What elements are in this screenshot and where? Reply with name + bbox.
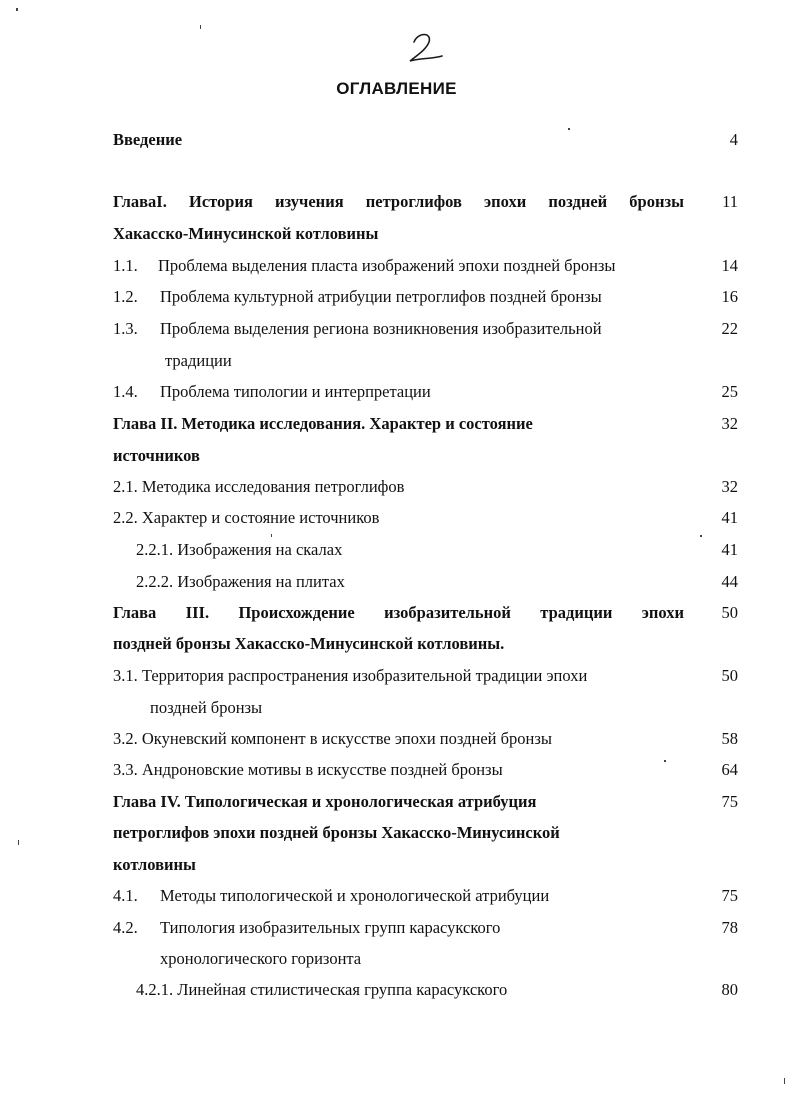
toc-entry-chapter-2-cont: источников <box>113 446 200 465</box>
toc-entry-3-3: 3.3. Андроновские мотивы в искусстве поздней бронзы <box>113 760 503 779</box>
toc-page-4-2-1: 80 <box>721 980 738 999</box>
toc-entry-4-1: Методы типологической и хронологической атрибуции <box>160 886 550 905</box>
toc-page-chapter-2: 32 <box>721 414 738 433</box>
toc-entry-intro: Введение <box>113 130 183 149</box>
toc-entry-chapter-1: ГлаваI. История изучения петроглифов эпохи поздней бронзы <box>113 192 684 211</box>
toc-entry-3-2: 3.2. Окуневский компонент в искусстве эпохи поздней бронзы <box>113 729 552 748</box>
toc-entry-1-3: Проблема выделения региона возникновения изобразительной <box>160 319 602 338</box>
toc-page-1-3: 22 <box>721 319 738 338</box>
toc-page-3-1: 50 <box>721 666 738 685</box>
page-title: ОГЛАВЛЕНИЕ <box>336 79 457 98</box>
toc-entry-chapter-4-cont-1: петроглифов эпохи поздней бронзы Хакасско-Минусинской <box>113 823 560 842</box>
scan-speck <box>16 8 18 11</box>
toc-entry-2-2: 2.2. Характер и состояние источников <box>113 508 380 527</box>
toc-entry-chapter-3: Глава III. Происхождение изобразительной традиции эпохи <box>113 603 684 622</box>
scan-speck <box>784 1078 785 1084</box>
toc-page-chapter-4: 75 <box>721 792 738 811</box>
toc-page-3-3: 64 <box>721 760 738 779</box>
handwritten-page-number <box>402 28 448 73</box>
scan-speck <box>700 535 702 537</box>
toc-num-4-1: 4.1. <box>113 886 138 905</box>
toc-entry-4-2-cont: хронологического горизонта <box>160 949 362 968</box>
toc-page-4-2: 78 <box>721 918 738 937</box>
scan-speck <box>200 25 201 29</box>
toc-entry-1-4: Проблема типологии и интерпретации <box>160 382 431 401</box>
toc-entry-chapter-1-cont: Хакасско-Минусинской котловины <box>113 224 379 243</box>
toc-entry-3-1-cont: поздней бронзы <box>150 698 263 717</box>
toc-entry-2-2-1: 2.2.1. Изображения на скалах <box>136 540 343 559</box>
toc-entry-chapter-3-cont: поздней бронзы Хакасско-Минусинской котловины. <box>113 634 505 653</box>
toc-num-1-2: 1.2. <box>113 287 138 306</box>
toc-entry-2-2-2: 2.2.2. Изображения на плитах <box>136 572 345 591</box>
toc-page-1-1: 14 <box>721 256 738 275</box>
toc-page-2-2: 41 <box>721 508 738 527</box>
toc-entry-4-2: Типология изобразительных групп карасукского <box>160 918 501 937</box>
toc-num-4-2: 4.2. <box>113 918 138 937</box>
toc-entry-chapter-4-cont-2: котловины <box>113 855 196 874</box>
scan-speck <box>664 760 666 762</box>
toc-entry-1-3-cont: традиции <box>165 351 232 370</box>
scan-speck <box>271 534 272 537</box>
toc-page-chapter-1: 11 <box>722 192 738 211</box>
toc-page-2-2-2: 44 <box>721 572 738 591</box>
toc-page-chapter-3: 50 <box>721 603 738 622</box>
toc-num-1-4: 1.4. <box>113 382 138 401</box>
toc-num-1-1: 1.1. <box>113 256 138 275</box>
toc-entry-1-1: Проблема выделения пласта изображений эпохи поздней бронзы <box>158 256 616 275</box>
handwritten-page-number-drawing <box>402 28 448 68</box>
toc-entry-chapter-2: Глава II. Методика исследования. Характер и состояние <box>113 414 533 433</box>
toc-page-intro: 4 <box>729 130 738 149</box>
toc-entry-4-2-1: 4.2.1. Линейная стилистическая группа карасукского <box>136 980 508 999</box>
toc-page-1-2: 16 <box>721 287 738 306</box>
toc-page-1-4: 25 <box>721 382 738 401</box>
scan-speck <box>568 128 570 130</box>
toc-page-3-2: 58 <box>721 729 738 748</box>
toc-page-2-2-1: 41 <box>721 540 738 559</box>
toc-entry-2-1: 2.1. Методика исследования петроглифов <box>113 477 405 496</box>
toc-entry-1-2: Проблема культурной атрибуции петроглифов поздней бронзы <box>160 287 602 306</box>
toc-page-2-1: 32 <box>721 477 738 496</box>
toc-page-4-1: 75 <box>721 886 738 905</box>
toc-num-1-3: 1.3. <box>113 319 138 338</box>
toc-entry-chapter-4: Глава IV. Типологическая и хронологическая атрибуция <box>113 792 537 811</box>
scan-speck <box>18 840 19 845</box>
toc-entry-3-1: 3.1. Территория распространения изобразительной традиции эпохи <box>113 666 588 685</box>
